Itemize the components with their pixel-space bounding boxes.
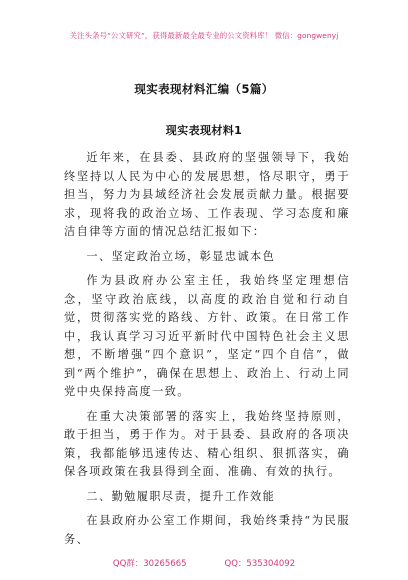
header-banner: 关注头条号“公文研究”，获得最新最全最专业的公文资料库！ 微信：gongwenyj <box>69 31 339 40</box>
paragraph-political: 作为县政府办公室主任，我始终坚定理想信念，坚守政治底线，以高度的政治自觉和行动自觉，贯彻落实党的路线、方针、政策。在日常工作中，我认真学习习近平新时代中国特色社会主义思想，不断增强“四个意识”，坚定“四个自信”，做到“两个维护”，确保在思想上、政治上、行动上同党中央保持高度一致。 <box>64 274 350 398</box>
document-body <box>64 149 350 555</box>
paragraph-heading-1: 一、坚定政治立场，彰显忠诚本色 <box>86 249 276 263</box>
section-title: 现实表现材料1 <box>165 124 243 137</box>
document-title: 现实表现材料汇编（5篇） <box>134 82 274 96</box>
footer-qq-group: QQ群：30265665 <box>112 559 187 569</box>
paragraph-intro: 近年来，在县委、县政府的坚强领导下，我始终坚持以人民为中心的发展思想，恪尽职守，勇于担当，努力为县域经济社会发展贡献力量。根据要求，现将我的政治立场、工作表现、学习态度和廉洁自律等方面的情况总结汇报如下： <box>64 151 350 238</box>
paragraph-office-work: 在县政府办公室工作期间，我始终秉持“为民服务、 <box>64 514 350 546</box>
footer-contact <box>0 557 408 569</box>
paragraph-heading-2: 二、勤勉履职尽责，提升工作效能 <box>86 489 276 503</box>
paragraph-decisions: 在重大决策部署的落实上，我始终坚持原则，敢于担当，勇于作为。对于县委、县政府的各项决策，我都能够迅速传达、精心组织、狠抓落实，确保各项政策在我县得到全面、准确、有效的执行。 <box>64 409 350 478</box>
footer-qq: QQ：535304092 <box>224 559 296 569</box>
